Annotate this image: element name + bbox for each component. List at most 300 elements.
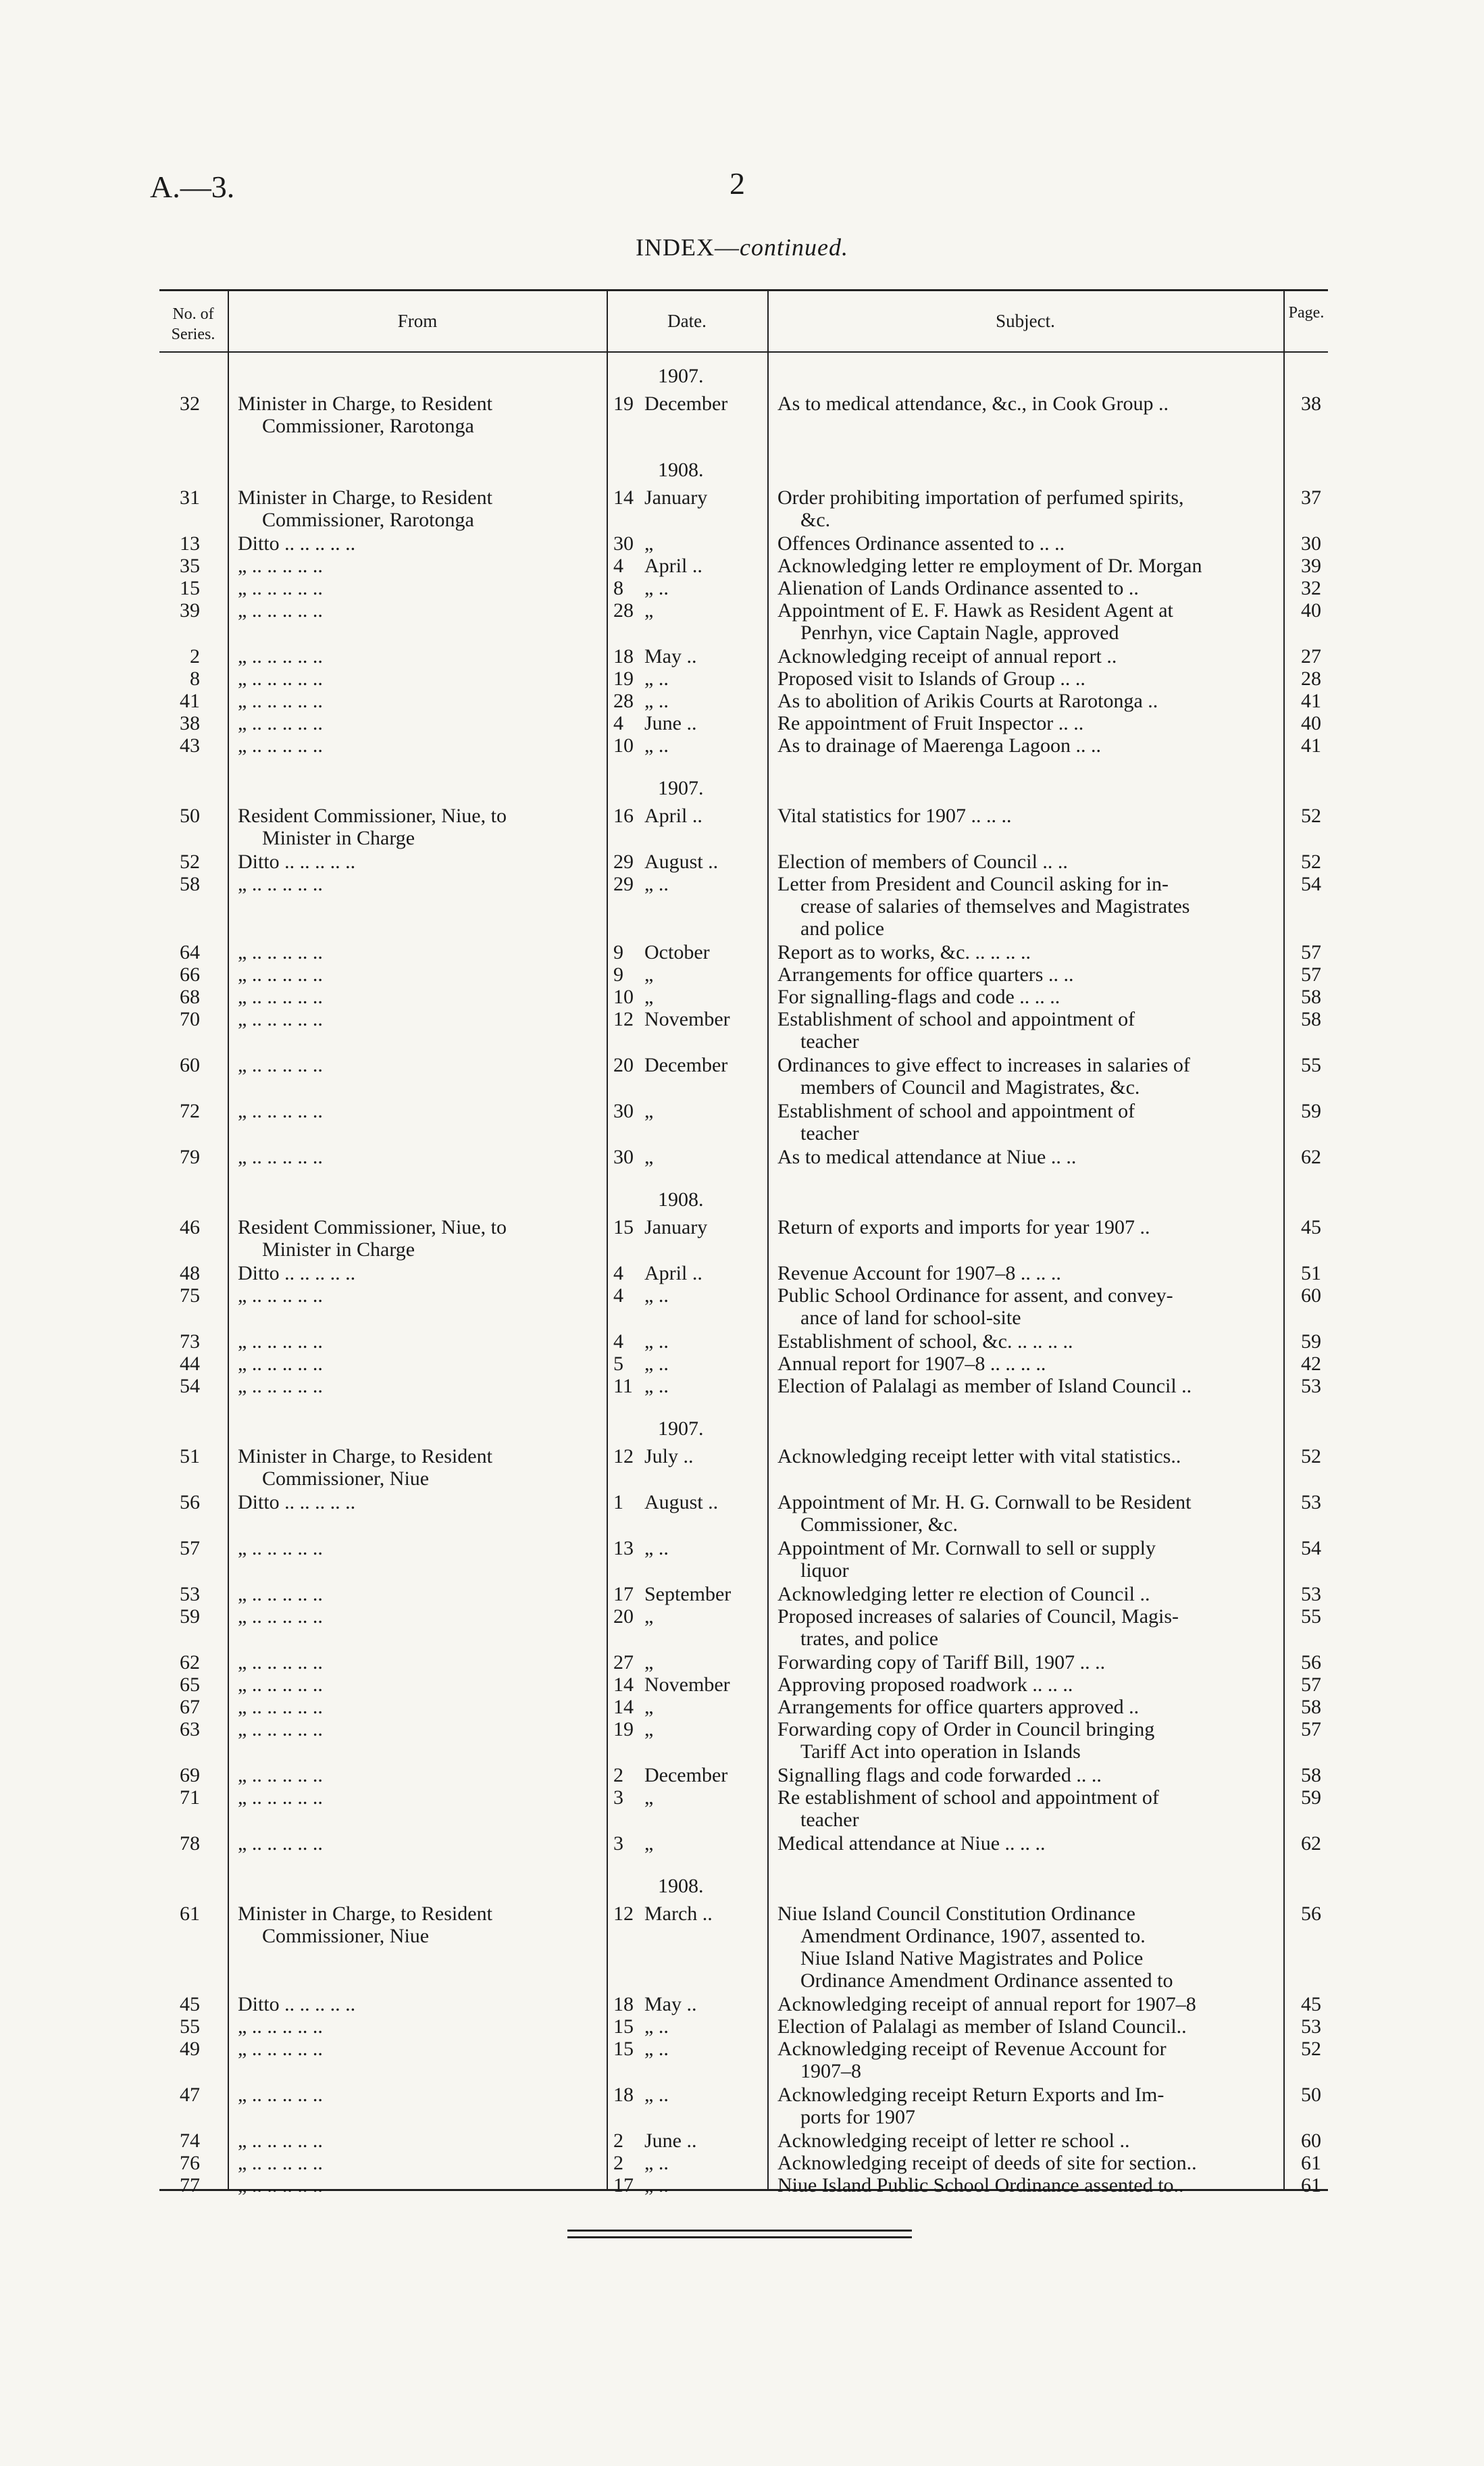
- date-day: 3: [613, 1832, 623, 1855]
- from-text: „ .. .. .. .. ..: [238, 2038, 323, 2060]
- from-text-cont: Commissioner, Niue: [262, 1467, 430, 1490]
- date-day: 14: [613, 1696, 634, 1718]
- date-month: „ ..: [644, 577, 669, 599]
- subject-cell: [777, 555, 1250, 577]
- series-number: 51: [180, 1445, 200, 1467]
- subject-text: Alienation of Lands Ordinance assented to ..: [777, 577, 1139, 599]
- date-day: 30: [613, 532, 634, 555]
- date-day: 17: [613, 2174, 634, 2196]
- subject-text: Establishment of school and appointment of: [777, 1008, 1135, 1030]
- subject-cell: [777, 734, 1250, 757]
- subject-text-cont: ports for 1907: [800, 2106, 915, 2128]
- from-cell: [238, 577, 670, 599]
- subject-text: Forwarding copy of Tariff Bill, 1907 .. ..: [777, 1651, 1106, 1674]
- col-header-page: Page.: [1288, 304, 1325, 322]
- subject-cell: [777, 1008, 1250, 1053]
- subject-cell: [777, 1445, 1250, 1467]
- subject-cell: [777, 1491, 1250, 1536]
- subject-text-cont: and police: [800, 917, 885, 940]
- date-month: November: [644, 1008, 730, 1030]
- from-text: Minister in Charge, to Resident: [238, 1903, 492, 1925]
- subject-text-cont: liquor: [800, 1559, 849, 1582]
- series-number: 41: [180, 690, 200, 712]
- subject-text: Approving proposed roadwork .. .. ..: [777, 1674, 1073, 1696]
- page-ref: 57: [1301, 1718, 1321, 1740]
- subject-text: Medical attendance at Niue .. .. ..: [777, 1832, 1046, 1855]
- from-cell: [238, 851, 670, 873]
- title-italic: continued.: [740, 234, 848, 261]
- series-number: 13: [180, 532, 200, 555]
- from-cell: [238, 1993, 670, 2015]
- page-ref: 54: [1301, 1537, 1321, 1559]
- page-ref: 53: [1301, 1491, 1321, 1513]
- from-text: „ .. .. .. .. ..: [238, 1330, 323, 1353]
- from-text: „ .. .. .. .. ..: [238, 986, 323, 1008]
- from-text-cont: Commissioner, Rarotonga: [262, 415, 474, 437]
- page-ref: 45: [1301, 1993, 1321, 2015]
- from-cell: [238, 1696, 670, 1718]
- from-cell: [238, 712, 670, 734]
- date-month: April ..: [644, 555, 702, 577]
- from-text: „ .. .. .. .. ..: [238, 1284, 323, 1307]
- date-month: „: [644, 963, 654, 986]
- subject-cell: [777, 486, 1250, 531]
- date-day: 2: [613, 2152, 623, 2174]
- subject-text: Letter from President and Council asking for in-: [777, 873, 1169, 895]
- subject-cell: [777, 2038, 1250, 2082]
- subject-cell: [777, 532, 1250, 555]
- page-ref: 62: [1301, 1832, 1321, 1855]
- subject-text: Niue Island Council Constitution Ordinance: [777, 1903, 1135, 1925]
- from-text: „ .. .. .. .. ..: [238, 963, 323, 986]
- page-ref: 28: [1301, 668, 1321, 690]
- from-text: Ditto .. .. .. .. ..: [238, 851, 356, 873]
- subject-cell: [777, 1054, 1250, 1099]
- page-ref: 57: [1301, 963, 1321, 986]
- page-ref: 27: [1301, 645, 1321, 668]
- date-month: „: [644, 599, 654, 622]
- page-ref: 30: [1301, 532, 1321, 555]
- date-day: 18: [613, 1993, 634, 2015]
- page-ref: 59: [1301, 1100, 1321, 1122]
- subject-text: Revenue Account for 1907–8 .. .. ..: [777, 1262, 1061, 1284]
- date-day: 4: [613, 712, 623, 734]
- date-day: 11: [613, 1375, 633, 1397]
- subject-cell: [777, 645, 1250, 668]
- date-day: 5: [613, 1353, 623, 1375]
- subject-text: Return of exports and imports for year 1907 ..: [777, 1216, 1150, 1238]
- subject-text-cont: Commissioner, &c.: [800, 1513, 958, 1536]
- date-month: December: [644, 1764, 728, 1786]
- date-month: December: [644, 1054, 728, 1076]
- date-month: May ..: [644, 645, 697, 668]
- subject-cell: [777, 1216, 1250, 1238]
- from-cell: [238, 941, 670, 963]
- series-number: 2: [190, 645, 200, 668]
- date-day: 17: [613, 1583, 634, 1605]
- subject-text: Signalling flags and code forwarded .. ..: [777, 1764, 1102, 1786]
- date-day: 30: [613, 1100, 634, 1122]
- date-day: 27: [613, 1651, 634, 1674]
- index-title: [0, 233, 1484, 261]
- date-month: „ ..: [644, 1353, 669, 1375]
- from-cell: [238, 1008, 670, 1030]
- year-label: 1907.: [658, 1417, 704, 1440]
- series-number: 59: [180, 1605, 200, 1628]
- subject-cell: [777, 599, 1250, 644]
- date-month: January: [644, 1216, 708, 1238]
- date-month: „ ..: [644, 1375, 669, 1397]
- from-cell: [238, 1100, 670, 1122]
- series-number: 66: [180, 963, 200, 986]
- page-ref: 61: [1301, 2174, 1321, 2196]
- series-number: 31: [180, 486, 200, 509]
- subject-cell: [777, 1375, 1250, 1397]
- date-month: June ..: [644, 2130, 697, 2152]
- series-number: 46: [180, 1216, 200, 1238]
- subject-text: Acknowledging receipt of deeds of site for section..: [777, 2152, 1197, 2174]
- date-day: 1: [613, 1491, 623, 1513]
- year-label: 1907.: [658, 365, 704, 387]
- from-text-cont: Minister in Charge: [262, 1238, 415, 1261]
- from-cell: [238, 1605, 670, 1628]
- series-number: 38: [180, 712, 200, 734]
- from-text: „ .. .. .. .. ..: [238, 2084, 323, 2106]
- page-ref: 62: [1301, 1146, 1321, 1168]
- from-text: „ .. .. .. .. ..: [238, 1008, 323, 1030]
- from-text: „ .. .. .. .. ..: [238, 712, 323, 734]
- from-text: „ .. .. .. .. ..: [238, 1146, 323, 1168]
- series-number: 74: [180, 2130, 200, 2152]
- subject-text: As to medical attendance, &c., in Cook Group ..: [777, 393, 1169, 415]
- series-number: 63: [180, 1718, 200, 1740]
- subject-text: Acknowledging receipt of letter re school ..: [777, 2130, 1130, 2152]
- date-month: „: [644, 532, 654, 555]
- subject-cell: [777, 1832, 1250, 1855]
- from-cell: [238, 1537, 670, 1559]
- series-number: 56: [180, 1491, 200, 1513]
- page-ref: 60: [1301, 1284, 1321, 1307]
- subject-text-cont: Ordinance Amendment Ordinance assented to: [800, 1969, 1173, 1992]
- date-day: 16: [613, 805, 634, 827]
- date-month: May ..: [644, 1993, 697, 2015]
- from-cell: [238, 805, 670, 849]
- col-header-subject: Subject.: [996, 311, 1055, 331]
- series-number: 65: [180, 1674, 200, 1696]
- date-day: 19: [613, 1718, 634, 1740]
- from-cell: [238, 532, 670, 555]
- subject-cell: [777, 1786, 1250, 1831]
- subject-text-cont: crease of salaries of themselves and Magistrates: [800, 895, 1190, 917]
- subject-text: For signalling-flags and code .. .. ..: [777, 986, 1060, 1008]
- series-number: 8: [190, 668, 200, 690]
- subject-cell: [777, 1764, 1250, 1786]
- series-number: 72: [180, 1100, 200, 1122]
- page-ref: 58: [1301, 986, 1321, 1008]
- page-ref: 40: [1301, 599, 1321, 622]
- subject-text: Proposed increases of salaries of Council, Magis-: [777, 1605, 1179, 1628]
- from-text: „ .. .. .. .. ..: [238, 645, 323, 668]
- subject-text: Election of Palalagi as member of Island Council ..: [777, 1375, 1192, 1397]
- subject-text-cont: Tariff Act into operation in Islands: [800, 1740, 1081, 1763]
- page-ref: 41: [1301, 690, 1321, 712]
- subject-text: Election of members of Council .. ..: [777, 851, 1068, 873]
- date-month: April ..: [644, 1262, 702, 1284]
- subject-text: Public School Ordinance for assent, and convey-: [777, 1284, 1173, 1307]
- date-month: January: [644, 486, 708, 509]
- subject-cell: [777, 2130, 1250, 2152]
- page-ref: 41: [1301, 734, 1321, 757]
- page-ref: 53: [1301, 1583, 1321, 1605]
- subject-cell: [777, 1903, 1250, 1992]
- from-text: „ .. .. .. .. ..: [238, 941, 323, 963]
- subject-cell: [777, 1993, 1250, 2015]
- series-number: 73: [180, 1330, 200, 1353]
- from-cell: [238, 1284, 670, 1307]
- date-day: 13: [613, 1537, 634, 1559]
- from-cell: [238, 645, 670, 668]
- subject-text: Vital statistics for 1907 .. .. ..: [777, 805, 1012, 827]
- year-label: 1908.: [658, 1875, 704, 1897]
- from-text: „ .. .. .. .. ..: [238, 1832, 323, 1855]
- series-number: 62: [180, 1651, 200, 1674]
- series-number: 64: [180, 941, 200, 963]
- series-number: 70: [180, 1008, 200, 1030]
- from-text: „ .. .. .. .. ..: [238, 1764, 323, 1786]
- subject-cell: [777, 1353, 1250, 1375]
- from-text: „ .. .. .. .. ..: [238, 668, 323, 690]
- subject-cell: [777, 577, 1250, 599]
- series-number: 58: [180, 873, 200, 895]
- from-text: Ditto .. .. .. .. ..: [238, 1262, 356, 1284]
- page-ref: 52: [1301, 851, 1321, 873]
- from-cell: [238, 1353, 670, 1375]
- from-cell: [238, 1375, 670, 1397]
- subject-cell: [777, 851, 1250, 873]
- col-divider-1: [228, 291, 229, 2189]
- series-number: 52: [180, 851, 200, 873]
- from-cell: [238, 2015, 670, 2038]
- date-day: 15: [613, 2038, 634, 2060]
- date-day: 20: [613, 1054, 634, 1076]
- from-text: „ .. .. .. .. ..: [238, 1651, 323, 1674]
- subject-cell: [777, 1537, 1250, 1582]
- from-cell: [238, 2174, 670, 2196]
- date-month: „ ..: [644, 873, 669, 895]
- series-number: 69: [180, 1764, 200, 1786]
- subject-text: Re establishment of school and appointment of: [777, 1786, 1159, 1809]
- subject-text: Offences Ordinance assented to .. ..: [777, 532, 1065, 555]
- from-text: „ .. .. .. .. ..: [238, 1605, 323, 1628]
- from-cell: [238, 690, 670, 712]
- from-text: „ .. .. .. .. ..: [238, 1583, 323, 1605]
- table-top-rule: [159, 289, 1328, 291]
- date-day: 8: [613, 577, 623, 599]
- page-ref: 58: [1301, 1764, 1321, 1786]
- date-month: April ..: [644, 805, 702, 827]
- date-day: 9: [613, 941, 623, 963]
- subject-text: Appointment of E. F. Hawk as Resident Agent at: [777, 599, 1173, 622]
- subject-text: Acknowledging receipt of Revenue Account for: [777, 2038, 1167, 2060]
- from-cell: [238, 986, 670, 1008]
- subject-cell: [777, 1674, 1250, 1696]
- series-number: 50: [180, 805, 200, 827]
- from-text: Resident Commissioner, Niue, to: [238, 1216, 507, 1238]
- subject-cell: [777, 1583, 1250, 1605]
- series-number: 79: [180, 1146, 200, 1168]
- date-month: August ..: [644, 851, 719, 873]
- subject-cell: [777, 873, 1250, 940]
- from-cell: [238, 1674, 670, 1696]
- date-day: 18: [613, 2084, 634, 2106]
- series-number: 48: [180, 1262, 200, 1284]
- from-text: „ .. .. .. .. ..: [238, 577, 323, 599]
- date-day: 14: [613, 486, 634, 509]
- subject-text: Report as to works, &c. .. .. .. ..: [777, 941, 1031, 963]
- from-cell: [238, 873, 670, 895]
- subject-cell: [777, 668, 1250, 690]
- subject-cell: [777, 690, 1250, 712]
- page-ref: 39: [1301, 555, 1321, 577]
- date-month: „ ..: [644, 1284, 669, 1307]
- series-number: 75: [180, 1284, 200, 1307]
- date-month: „ ..: [644, 2152, 669, 2174]
- from-text: Minister in Charge, to Resident: [238, 393, 492, 415]
- subject-text-cont: members of Council and Magistrates, &c.: [800, 1076, 1140, 1099]
- date-day: 30: [613, 1146, 634, 1168]
- date-month: „: [644, 1146, 654, 1168]
- from-text: „ .. .. .. .. ..: [238, 690, 323, 712]
- page-ref: 57: [1301, 1674, 1321, 1696]
- subject-text: Order prohibiting importation of perfumed spirits,: [777, 486, 1184, 509]
- series-number: 45: [180, 1993, 200, 2015]
- page-ref: 57: [1301, 941, 1321, 963]
- series-number: 78: [180, 1832, 200, 1855]
- series-number: 71: [180, 1786, 200, 1809]
- date-month: „: [644, 1100, 654, 1122]
- page-ref: 59: [1301, 1786, 1321, 1809]
- year-label: 1907.: [658, 777, 704, 799]
- from-cell: [238, 2130, 670, 2152]
- subject-cell: [777, 805, 1250, 827]
- page-ref: 55: [1301, 1605, 1321, 1628]
- date-day: 14: [613, 1674, 634, 1696]
- from-text: „ .. .. .. .. ..: [238, 1674, 323, 1696]
- date-month: „: [644, 1832, 654, 1855]
- end-double-rule: [567, 2230, 912, 2232]
- series-number: 39: [180, 599, 200, 622]
- date-day: 15: [613, 2015, 634, 2038]
- series-number: 61: [180, 1903, 200, 1925]
- date-month: „: [644, 1605, 654, 1628]
- from-text: „ .. .. .. .. ..: [238, 1718, 323, 1740]
- date-day: 29: [613, 873, 634, 895]
- page-ref: 58: [1301, 1008, 1321, 1030]
- subject-text-cont: 1907–8: [800, 2060, 861, 2082]
- series-number: 77: [180, 2174, 200, 2196]
- page-ref: 52: [1301, 1445, 1321, 1467]
- from-cell: [238, 1764, 670, 1786]
- date-month: March ..: [644, 1903, 713, 1925]
- from-cell: [238, 555, 670, 577]
- from-cell: [238, 393, 670, 437]
- subject-text: Election of Palalagi as member of Island Council..: [777, 2015, 1187, 2038]
- col-header-from: From: [397, 311, 438, 331]
- subject-text: Annual report for 1907–8 .. .. .. ..: [777, 1353, 1046, 1375]
- date-month: „: [644, 1696, 654, 1718]
- subject-text: As to abolition of Arikis Courts at Rarotonga ..: [777, 690, 1158, 712]
- page-ref: 37: [1301, 486, 1321, 509]
- from-text: Resident Commissioner, Niue, to: [238, 805, 507, 827]
- subject-text-cont: teacher: [800, 1809, 859, 1831]
- from-cell: [238, 734, 670, 757]
- subject-text: Acknowledging letter re election of Council ..: [777, 1583, 1150, 1605]
- col-header-date: Date.: [667, 311, 707, 331]
- date-month: „ ..: [644, 668, 669, 690]
- date-day: 29: [613, 851, 634, 873]
- page-ref: 42: [1301, 1353, 1321, 1375]
- from-cell: [238, 1583, 670, 1605]
- subject-text: Proposed visit to Islands of Group .. ..: [777, 668, 1085, 690]
- subject-text-cont: Niue Island Native Magistrates and Police: [800, 1947, 1144, 1969]
- date-day: 9: [613, 963, 623, 986]
- subject-text-cont: Penrhyn, vice Captain Nagle, approved: [800, 622, 1119, 644]
- date-month: August ..: [644, 1491, 719, 1513]
- series-number: 35: [180, 555, 200, 577]
- date-day: 10: [613, 734, 634, 757]
- date-month: „: [644, 1651, 654, 1674]
- date-month: „: [644, 1718, 654, 1740]
- subject-text-cont: &c.: [800, 509, 831, 531]
- from-text: „ .. .. .. .. ..: [238, 873, 323, 895]
- page-ref: 56: [1301, 1651, 1321, 1674]
- date-month: July ..: [644, 1445, 694, 1467]
- page-ref: 55: [1301, 1054, 1321, 1076]
- subject-cell: [777, 1605, 1250, 1650]
- end-double-rule-2: [567, 2236, 912, 2238]
- date-month: „ ..: [644, 2084, 669, 2106]
- from-cell: [238, 1903, 670, 1947]
- subject-cell: [777, 986, 1250, 1008]
- from-text: Minister in Charge, to Resident: [238, 1445, 492, 1467]
- from-cell: [238, 1262, 670, 1284]
- from-cell: [238, 668, 670, 690]
- date-month: „: [644, 1786, 654, 1809]
- year-label: 1908.: [658, 1188, 704, 1211]
- date-day: 10: [613, 986, 634, 1008]
- page-ref: 59: [1301, 1330, 1321, 1353]
- subject-text: Arrangements for office quarters approved ..: [777, 1696, 1140, 1718]
- header-code: A.—3.: [150, 170, 235, 204]
- subject-text: Re appointment of Fruit Inspector .. ..: [777, 712, 1084, 734]
- from-cell: [238, 1718, 670, 1740]
- subject-text: Ordinances to give effect to increases in salaries of: [777, 1054, 1190, 1076]
- from-cell: [238, 1146, 670, 1168]
- from-text: „ .. .. .. .. ..: [238, 599, 323, 622]
- subject-text-cont: ance of land for school-site: [800, 1307, 1021, 1329]
- subject-text-cont: trates, and police: [800, 1628, 939, 1650]
- date-day: 3: [613, 1786, 623, 1809]
- subject-cell: [777, 393, 1250, 415]
- series-number: 76: [180, 2152, 200, 2174]
- subject-cell: [777, 1696, 1250, 1718]
- page-number: 2: [730, 166, 745, 201]
- date-month: „ ..: [644, 2015, 669, 2038]
- date-day: 15: [613, 1216, 634, 1238]
- subject-cell: [777, 1330, 1250, 1353]
- from-cell: [238, 2038, 670, 2060]
- subject-text: Forwarding copy of Order in Council bringing: [777, 1718, 1155, 1740]
